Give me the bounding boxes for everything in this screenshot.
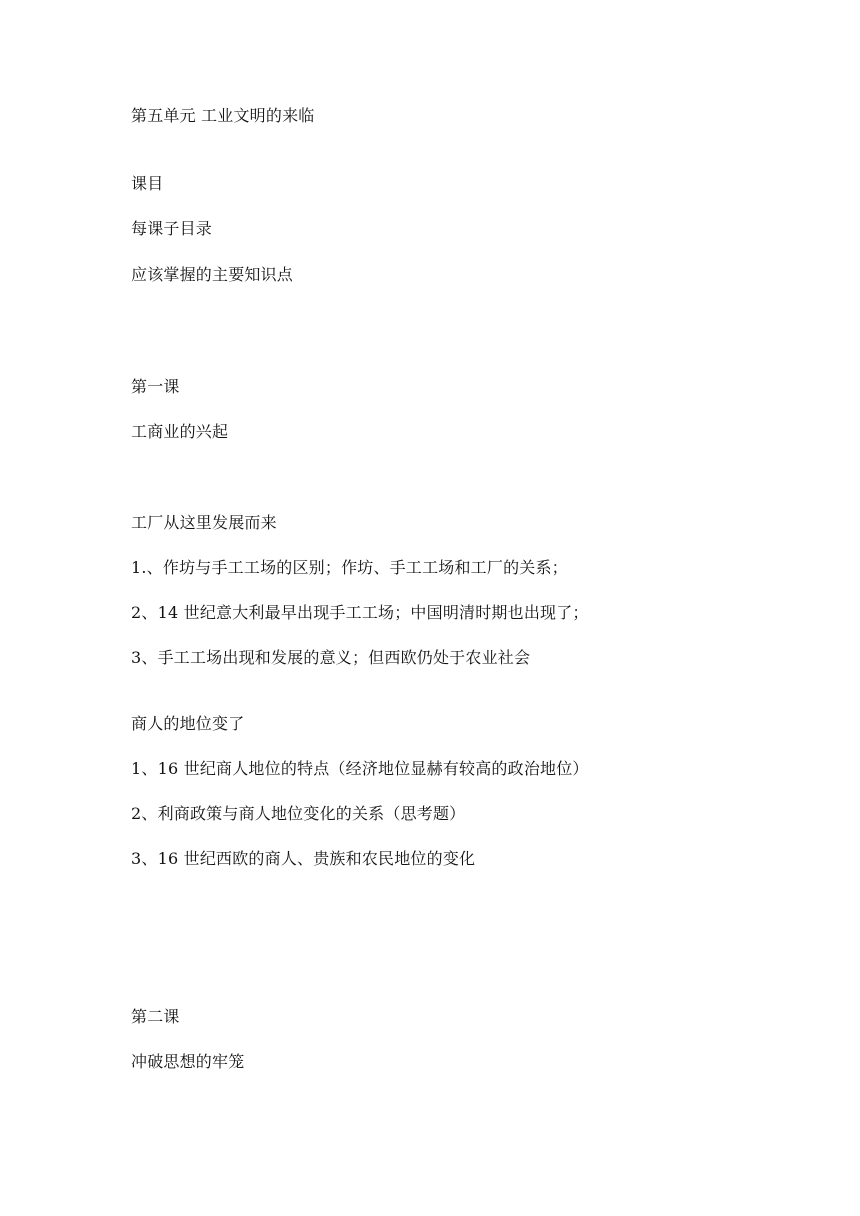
lesson2-title: 冲破思想的牢笼 — [131, 1052, 245, 1071]
lesson1-section1-heading: 工厂从这里发展而来 — [131, 513, 277, 532]
header-key-points: 应该掌握的主要知识点 — [131, 265, 294, 284]
header-course: 课目 — [131, 174, 164, 193]
lesson1-section2-item: 2、利商政策与商人地位变化的关系（思考题） — [131, 804, 466, 823]
lesson2-name: 第二课 — [131, 1007, 180, 1026]
unit-title: 第五单元 工业文明的来临 — [131, 106, 315, 125]
lesson1-section2-heading: 商人的地位变了 — [131, 714, 245, 733]
lesson1-section2-item: 3、16 世纪西欧的商人、贵族和农民地位的变化 — [131, 849, 476, 868]
lesson1-title: 工商业的兴起 — [131, 422, 229, 441]
lesson1-name: 第一课 — [131, 377, 180, 396]
lesson1-section1-item: 3、手工工场出现和发展的意义；但西欧仍处于农业社会 — [131, 648, 531, 667]
lesson1-section1-item: 2、14 世纪意大利最早出现手工工场；中国明清时期也出现了； — [131, 603, 589, 622]
header-sub-index: 每课子目录 — [131, 219, 213, 238]
lesson1-section2-item: 1、16 世纪商人地位的特点（经济地位显赫有较高的政治地位） — [131, 759, 589, 778]
lesson1-section1-item: 1.、作坊与手工工场的区别；作坊、手工工场和工厂的关系； — [131, 558, 568, 577]
